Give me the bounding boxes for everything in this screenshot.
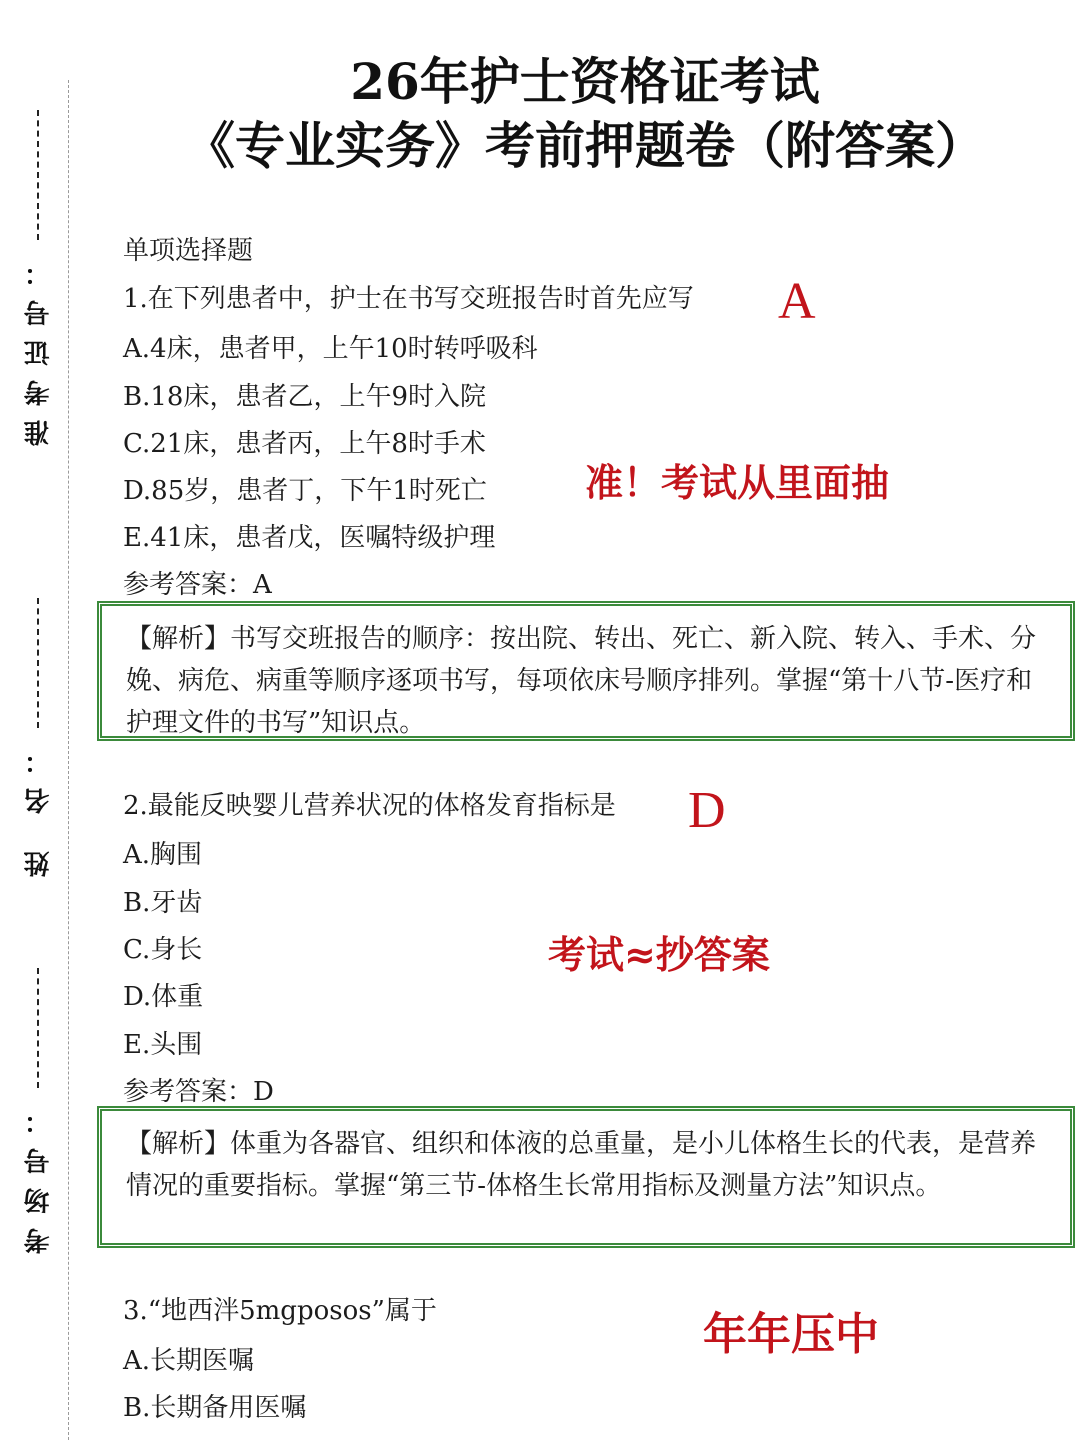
question-3-option: B.长期备用医嘱: [123, 1393, 307, 1423]
question-1-option: B.18床，患者乙，上午9时入院: [123, 382, 486, 412]
question-3-option: A.长期医嘱: [123, 1346, 255, 1376]
question-1-stem: 1.在下列患者中，护士在书写交班报告时首先应写: [123, 284, 694, 314]
section-title: 单项选择题: [123, 236, 254, 266]
question-1-option: D.85岁，患者丁，下午1时死亡: [123, 476, 487, 506]
exam-id-blank: [37, 110, 39, 240]
question-1-option: E.41床，患者戊，医嘱特级护理: [123, 523, 496, 553]
binding-dashed-line: [68, 80, 69, 1440]
question-2-option: D.体重: [123, 982, 204, 1012]
handwritten-answer-1: A: [778, 273, 816, 330]
page-title-line2: 《专业实务》考前押题卷（附答案）: [185, 116, 985, 175]
room-label: 考场号：: [23, 1094, 54, 1254]
question-2-answer: 参考答案：D: [123, 1077, 274, 1107]
question-2-option: A.胸围: [123, 840, 203, 870]
question-2-analysis-box: [97, 1106, 1075, 1248]
question-1-analysis-box: [97, 601, 1075, 741]
name-blank: [37, 598, 39, 728]
question-1-option: A.4床，患者甲，上午10时转呼吸科: [123, 334, 538, 364]
question-1-answer: 参考答案：A: [123, 570, 272, 600]
room-field: [18, 968, 58, 1254]
question-2-option: B.牙齿: [123, 888, 203, 918]
room-blank: [37, 968, 39, 1088]
name-field: [18, 598, 58, 877]
question-2-option: E.头围: [123, 1030, 203, 1060]
exam-id-label: 准考证号：: [23, 246, 54, 446]
annotation-note-2: 考试≈抄答案: [548, 933, 770, 977]
exam-id-field: [18, 110, 58, 446]
question-1-option: C.21床，患者丙，上午8时手术: [123, 429, 486, 459]
question-2-analysis: 【解析】体重为各器官、组织和体液的总重量，是小儿体格生长的代表，是营养情况的重要指标。掌握“第三节-体格生长常用指标及测量方法”知识点。: [126, 1129, 1037, 1201]
question-1-analysis: 【解析】书写交班报告的顺序：按出院、转出、死亡、新入院、转入、手术、分娩、病危、病重等顺序逐项书写，每项依床号顺序排列。掌握“第十八节-医疗和护理文件的书写”知识点。: [126, 624, 1037, 738]
name-label: 姓 名：: [23, 734, 54, 878]
annotation-note-1: 准！考试从里面抽: [585, 461, 890, 505]
question-2-stem: 2.最能反映婴儿营养状况的体格发育指标是: [123, 791, 616, 821]
question-3-stem: 3.“地西泮5mgposos”属于: [123, 1296, 437, 1326]
question-2-option: C.身长: [123, 935, 203, 965]
annotation-note-3: 年年压中: [703, 1309, 879, 1360]
page-title-line1: 26年护士资格证考试: [350, 52, 820, 111]
handwritten-answer-2: D: [688, 782, 726, 839]
